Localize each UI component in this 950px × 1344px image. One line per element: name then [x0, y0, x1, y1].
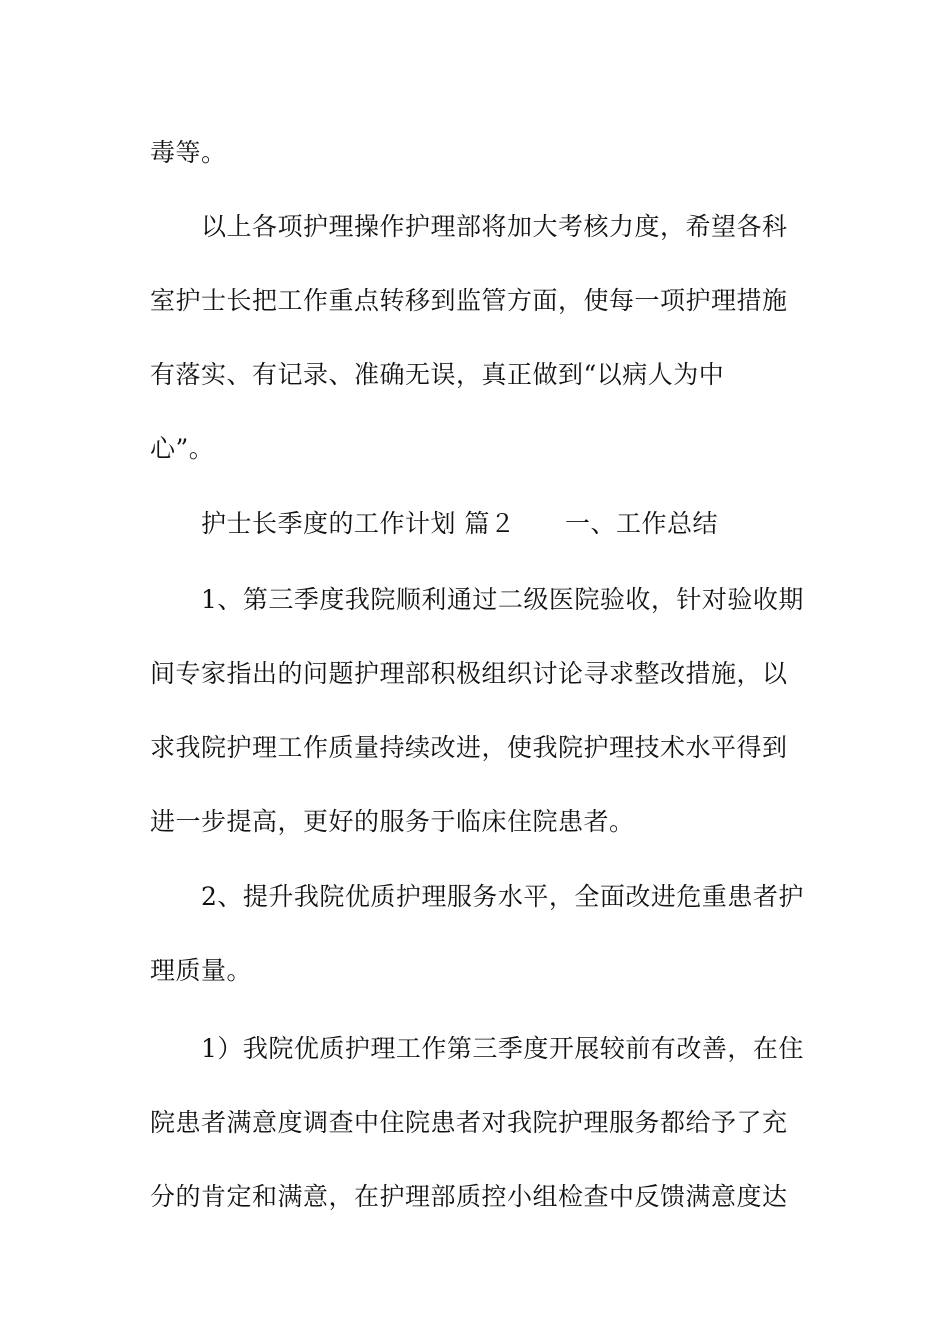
text-line: 求我院护理工作质量持续改进，使我院护理技术水平得到 — [150, 733, 788, 762]
section-subheading: 一、工作总结 — [565, 509, 719, 538]
paragraph-start: 2、提升我院优质护理服务水平，全面改进危重患者护 — [201, 882, 804, 911]
text-line: 有落实、有记录、准确无误，真正做到“以病人为中 — [150, 360, 725, 389]
paragraph-start: 以上各项护理操作护理部将加大考核力度，希望各科 — [201, 212, 788, 241]
text-line: 毒等。 — [150, 138, 227, 167]
paragraph-start: 1、第三季度我院顺利通过二级医院验收，针对验收期 — [201, 585, 804, 614]
text-line: 心”。 — [150, 434, 215, 463]
text-line: 间专家指出的问题护理部积极组织讨论寻求整改措施，以 — [150, 659, 788, 688]
text-line: 分的肯定和满意，在护理部质控小组检查中反馈满意度达 — [150, 1182, 788, 1211]
text-line: 理质量。 — [150, 956, 253, 985]
text-line: 进一步提高，更好的服务于临床住院患者。 — [150, 807, 635, 836]
paragraph-start: 1）我院优质护理工作第三季度开展较前有改善，在住 — [201, 1034, 804, 1063]
section-heading: 护士长季度的工作计划 篇２ — [201, 509, 516, 538]
text-line: 室护士长把工作重点转移到监管方面，使每一项护理措施 — [150, 286, 788, 315]
text-line: 院患者满意度调查中住院患者对我院护理服务都给予了充 — [150, 1108, 788, 1137]
